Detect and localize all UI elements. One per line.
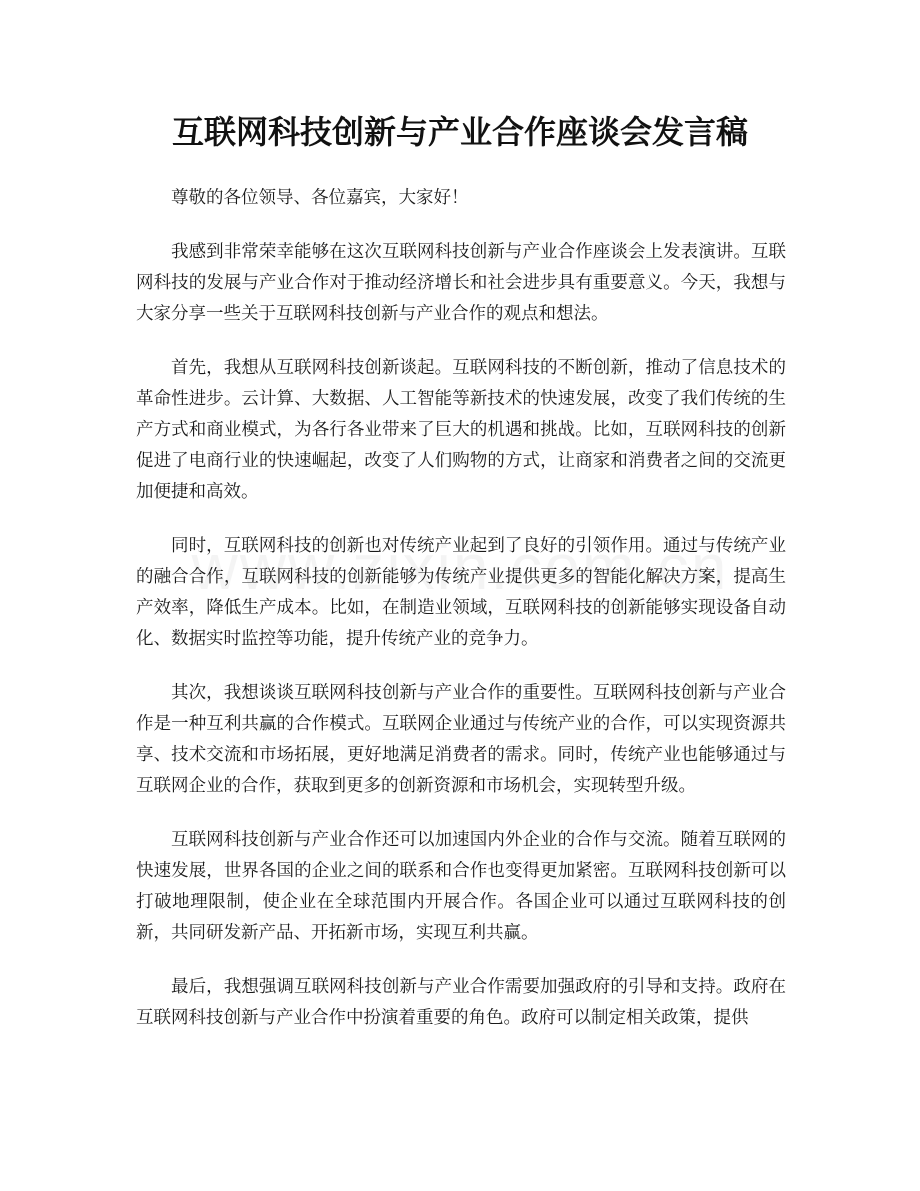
salutation-paragraph: 尊敬的各位领导、各位嘉宾，大家好！ — [171, 188, 469, 208]
body-paragraph: 同时，互联网科技的创新也对传统产业起到了良好的引领作用。通过与传统产业的融合合作，互联网科技的创新能够为传统产业提供更多的智能化解决方案，提高生产效率，降低生产成本。比如，在制造业领域，互联网科技的创新能够实现设备自动化、数据实时监控等功能，提升传统产业的竞争力。 — [136, 536, 786, 649]
body-paragraph: 其次，我想谈谈互联网科技创新与产业合作的重要性。互联网科技创新与产业合作是一种互利共赢的合作模式。互联网企业通过与传统产业的合作，可以实现资源共享、技术交流和市场拓展，更好地满足消费者的需求。同时，传统产业也能够通过与互联网企业的合作，获取到更多的创新资源和市场机会，实现转型升级。 — [136, 683, 786, 796]
body-paragraph: 首先，我想从互联网科技创新谈起。互联网科技的不断创新，推动了信息技术的革命性进步。云计算、大数据、人工智能等新技术的快速发展，改变了我们传统的生产方式和商业模式，为各行各业带来了巨大的机遇和挑战。比如，互联网科技的创新促进了电商行业的快速崛起，改变了人们购物的方式，让商家和消费者之间的交流更加便捷和高效。 — [136, 358, 786, 502]
document-title: 互联网科技创新与产业合作座谈会发言稿 — [171, 113, 748, 151]
document-body — [136, 183, 786, 1057]
body-paragraph: 最后，我想强调互联网科技创新与产业合作需要加强政府的引导和支持。政府在互联网科技创新与产业合作中扮演着重要的角色。政府可以制定相关政策，提供 — [136, 977, 786, 1028]
body-paragraph: 互联网科技创新与产业合作还可以加速国内外企业的合作与交流。随着互联网的快速发展，世界各国的企业之间的联系和合作也变得更加紧密。互联网科技创新可以打破地理限制，使企业在全球范围内开展合作。各国企业可以通过互联网科技的创新，共同研发新产品、开拓新市场，实现互利共赢。 — [136, 830, 786, 943]
body-paragraph: 我感到非常荣幸能够在这次互联网科技创新与产业合作座谈会上发表演讲。互联网科技的发展与产业合作对于推动经济增长和社会进步具有重要意义。今天，我想与大家分享一些关于互联网科技创新与产业合作的观点和想法。 — [136, 242, 786, 324]
